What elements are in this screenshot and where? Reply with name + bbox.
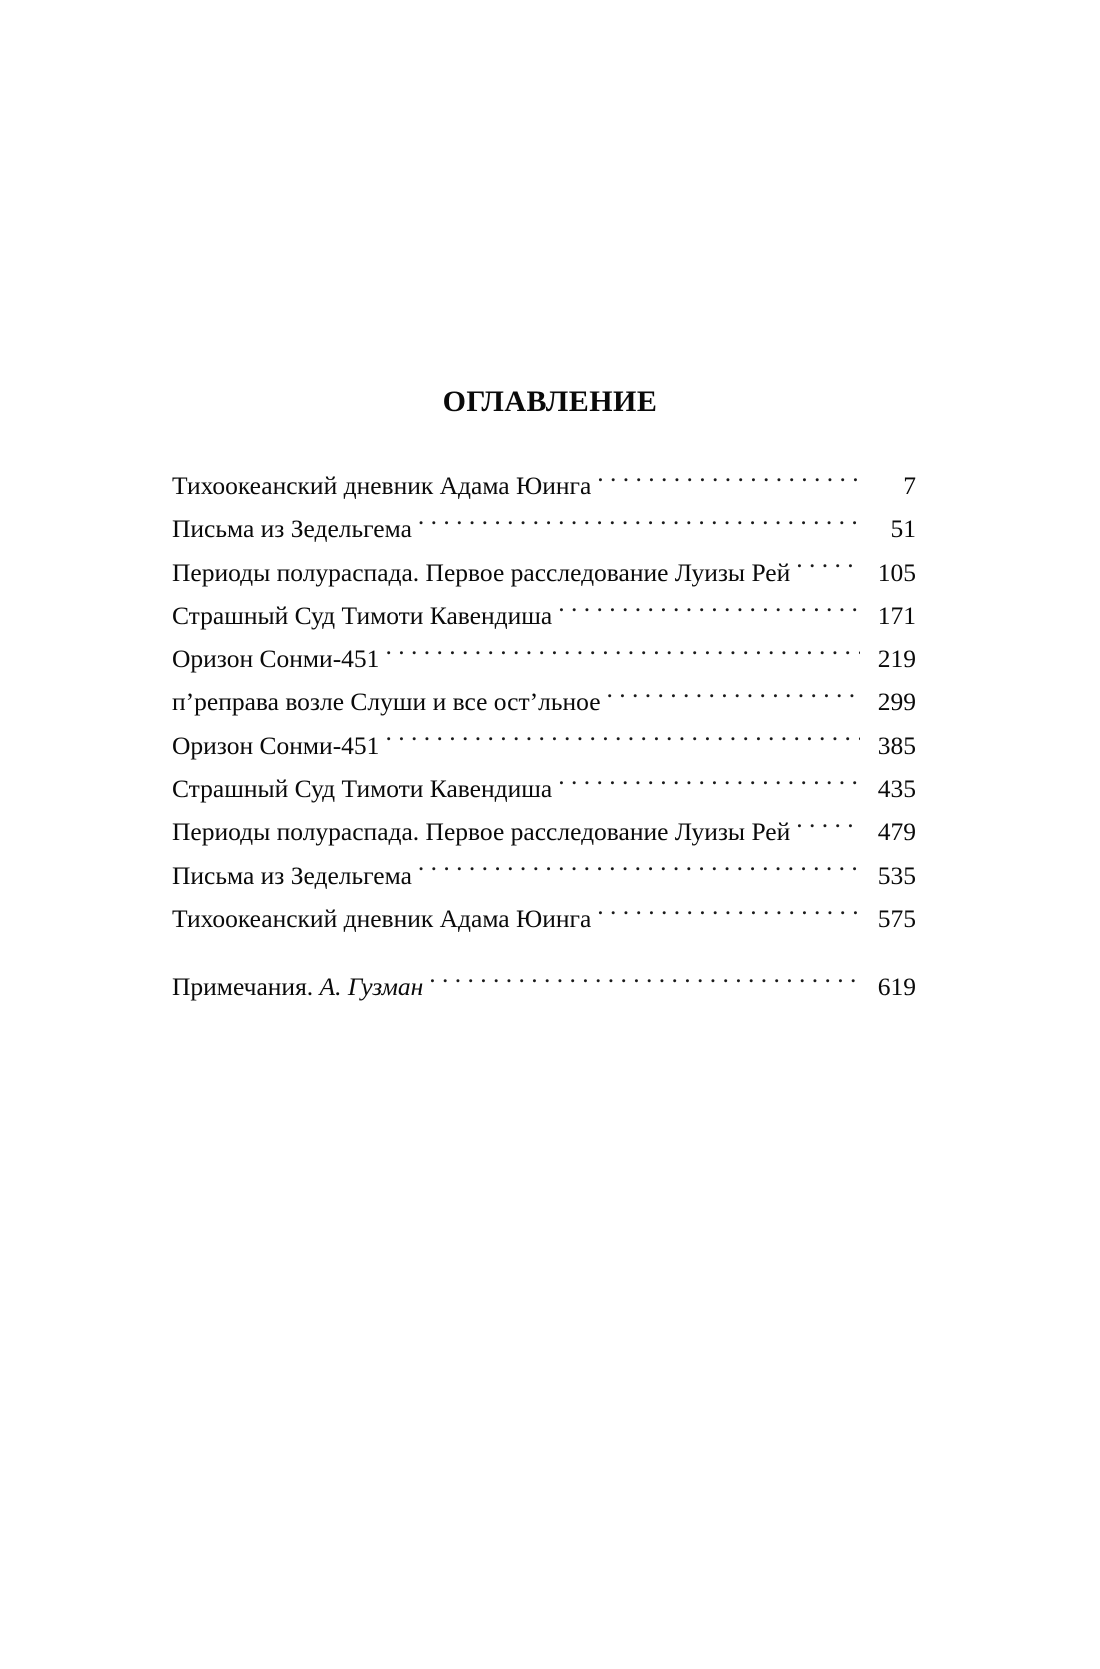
- toc-entry[interactable]: [172, 854, 916, 897]
- toc-entry-page-number: 51: [890, 514, 916, 544]
- toc-entry-page-number: 619: [877, 972, 916, 1002]
- toc-entry-label: Письма из Зедельгема: [172, 860, 412, 890]
- toc-entry-label: Письма из Зедельгема: [172, 514, 412, 544]
- toc-entry[interactable]: [172, 551, 916, 594]
- toc-entry-page-number: 299: [877, 687, 916, 717]
- toc-entry-page-number: 171: [877, 600, 916, 630]
- toc-dot-leader: [796, 815, 860, 841]
- toc-entry[interactable]: [172, 897, 916, 940]
- toc-dot-leader: [385, 728, 860, 754]
- toc-entry-page-number: 535: [877, 860, 916, 890]
- toc-entry[interactable]: [172, 680, 916, 723]
- toc-entry-page-number: 575: [877, 903, 916, 933]
- toc-entry-page-number: 105: [877, 557, 916, 587]
- toc-entry-page-number: 435: [877, 774, 916, 804]
- toc-entry-page-number: 479: [877, 817, 916, 847]
- toc-dot-leader: [597, 901, 860, 927]
- toc-entry[interactable]: [172, 637, 916, 680]
- toc-entry[interactable]: [172, 724, 916, 767]
- toc-entry-label: Тихоокеанский дневник Адама Юинга: [172, 471, 592, 500]
- toc-dot-leader: [418, 512, 860, 538]
- toc-entry-label: Периоды полураспада. Первое расследование Луизы Рей: [172, 557, 791, 587]
- toc-dot-leader: [558, 772, 860, 798]
- toc-dot-leader: [429, 970, 860, 996]
- toc-entry-label: Страшный Суд Тимоти Кавендиша: [172, 600, 553, 630]
- toc-dot-leader: [558, 598, 860, 624]
- toc-entry[interactable]: [172, 507, 916, 550]
- toc-entry[interactable]: [172, 594, 916, 637]
- toc-entry-label: Оризон Сонми-451: [172, 730, 380, 760]
- page-title: ОГЛАВЛЕНИЕ: [442, 385, 658, 418]
- toc-entry-label: [172, 965, 429, 1008]
- toc-entry-author: А. Гузман: [319, 972, 424, 1002]
- toc-dot-leader: [385, 642, 860, 668]
- toc-entry[interactable]: [172, 767, 916, 810]
- toc-entry-title-text: Примечания.: [172, 972, 314, 1002]
- toc-entry-page-number: 385: [877, 730, 916, 760]
- toc-entry-label: Тихоокеанский дневник Адама Юинга: [172, 903, 592, 933]
- toc-entry-page-number: 219: [877, 644, 916, 674]
- toc-entry-label: п’реправа возле Слуши и все ост’льное: [172, 687, 601, 717]
- toc-entry-label: Страшный Суд Тимоти Кавендиша: [172, 774, 553, 804]
- toc-entry-label: Оризон Сонми-451: [172, 644, 380, 674]
- toc-entry-label: Периоды полураспада. Первое расследование Луизы Рей: [172, 817, 791, 847]
- toc-dot-leader: [796, 555, 860, 581]
- toc-entry[interactable]: [172, 464, 916, 507]
- toc-entry[interactable]: [172, 810, 916, 853]
- toc-dot-leader: [607, 685, 860, 711]
- toc-entry-list: [172, 464, 916, 1009]
- toc-dot-leader: [418, 858, 860, 884]
- toc-entry-page-number: 7: [903, 471, 916, 500]
- toc-entry[interactable]: [172, 965, 916, 1008]
- toc-dot-leader: [597, 469, 860, 495]
